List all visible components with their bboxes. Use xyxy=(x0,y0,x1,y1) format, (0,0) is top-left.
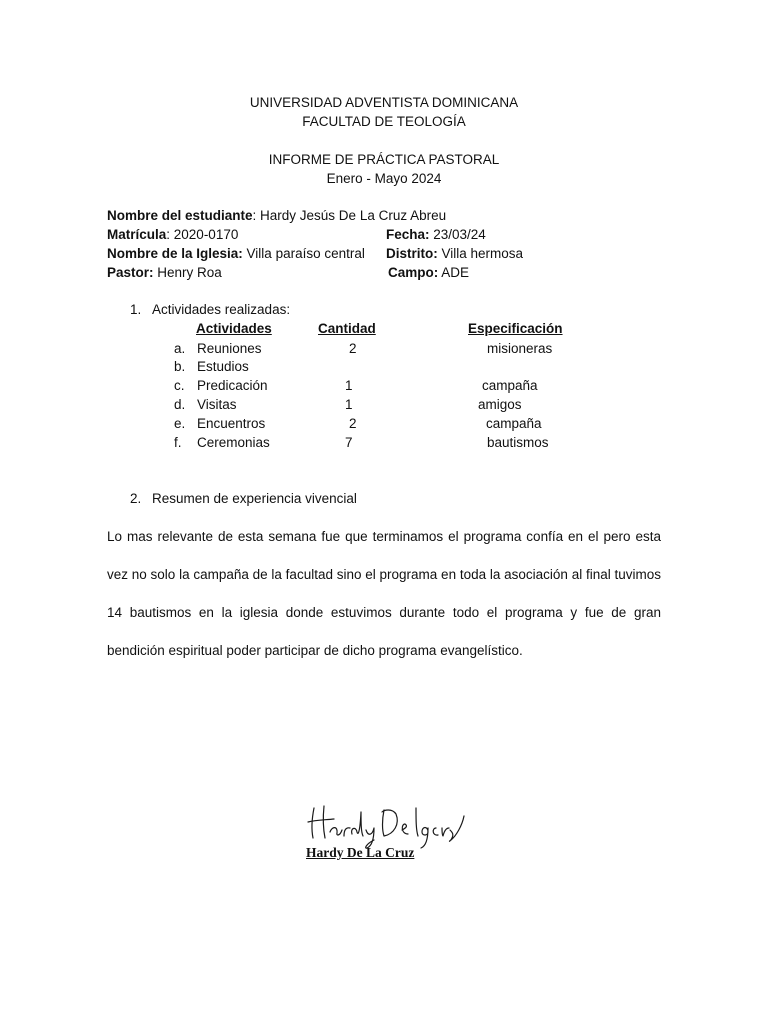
campo-label: Campo: xyxy=(388,265,439,280)
activity-spec: campaña xyxy=(486,416,542,431)
col-header-actividades: Actividades xyxy=(196,321,272,336)
activity-spec: amigos xyxy=(478,397,522,412)
activity-letter: b. xyxy=(174,359,186,374)
report-title: INFORME DE PRÁCTICA PASTORAL xyxy=(268,152,500,167)
activity-spec: bautismos xyxy=(487,435,549,450)
distrito-field xyxy=(386,244,523,263)
faculty-name: FACULTAD DE TEOLOGÍA xyxy=(302,114,466,129)
activity-qty: 1 xyxy=(345,397,353,412)
iglesia-label: Nombre de la Iglesia: xyxy=(107,246,243,261)
pastor-value: Henry Roa xyxy=(153,265,222,280)
activity-spec: campaña xyxy=(482,378,538,393)
campo-field xyxy=(388,263,469,282)
activity-letter: a. xyxy=(174,341,186,356)
activity-name: Predicación xyxy=(197,378,268,393)
report-period: Enero - Mayo 2024 xyxy=(326,171,442,186)
distrito-label: Distrito: xyxy=(386,246,438,261)
section2-title: Resumen de experiencia vivencial xyxy=(152,491,357,506)
activity-letter: f. xyxy=(174,435,182,450)
institution-header xyxy=(0,93,768,131)
col-header-especificacion: Especificación xyxy=(468,321,563,336)
section2-heading xyxy=(130,489,357,508)
matricula-label: Matrícula xyxy=(107,227,167,242)
student-row xyxy=(107,206,446,225)
iglesia-row xyxy=(107,244,524,263)
activity-letter: c. xyxy=(174,378,185,393)
section1-number: 1. xyxy=(130,302,142,317)
experience-summary: Lo mas relevante de esta semana fue que terminamos el programa confía en el pero esta vez no solo la campaña de la facultad sino el programa en toda la asociación al final tuvimos 14 bautismos en la iglesia donde estuvimos durante todo el programa y fue de gran bendición espiritual poder participar de dicho programa evangelístico. xyxy=(107,529,661,658)
iglesia-value: Villa paraíso central xyxy=(242,246,365,261)
activity-letter: e. xyxy=(174,416,186,431)
handwritten-signature xyxy=(304,802,469,872)
activity-name: Visitas xyxy=(197,397,237,412)
activity-qty: 2 xyxy=(349,341,357,356)
section1-heading xyxy=(130,300,291,319)
activity-qty: 7 xyxy=(345,435,353,450)
campo-value: ADE xyxy=(438,265,470,280)
section1-title: Actividades realizadas: xyxy=(152,302,291,317)
fecha-field xyxy=(386,225,486,244)
fecha-label: Fecha: xyxy=(386,227,430,242)
activity-qty: 2 xyxy=(349,416,357,431)
matricula-value: : 2020-0170 xyxy=(166,227,239,242)
activity-name: Reuniones xyxy=(197,341,262,356)
activity-spec: misioneras xyxy=(487,341,553,356)
report-header xyxy=(0,150,768,188)
activity-letter: d. xyxy=(174,397,186,412)
pastor-label: Pastor: xyxy=(107,265,154,280)
activity-name: Ceremonias xyxy=(197,435,270,450)
pastor-row xyxy=(107,263,470,282)
activity-name: Estudios xyxy=(197,359,249,374)
section2-number: 2. xyxy=(130,491,142,506)
activity-qty: 1 xyxy=(345,378,353,393)
student-label: Nombre del estudiante xyxy=(107,208,253,223)
student-value: : Hardy Jesús De La Cruz Abreu xyxy=(252,208,447,223)
col-header-cantidad: Cantidad xyxy=(318,321,376,336)
distrito-value: Villa hermosa xyxy=(437,246,524,261)
matricula-row xyxy=(107,225,486,244)
activity-name: Encuentros xyxy=(197,416,266,431)
signature-printed-name: Hardy De La Cruz xyxy=(306,845,415,860)
university-name: UNIVERSIDAD ADVENTISTA DOMINICANA xyxy=(249,95,519,110)
fecha-value: 23/03/24 xyxy=(429,227,486,242)
